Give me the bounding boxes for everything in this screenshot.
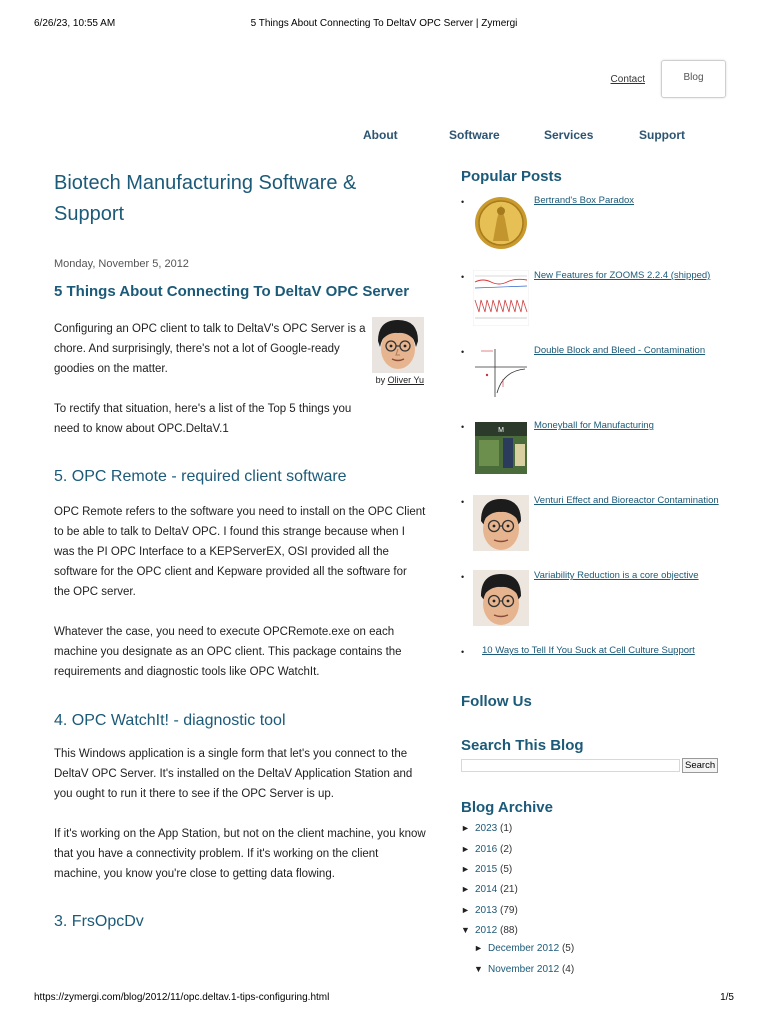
section-heading-5: 5. OPC Remote - required client software [54, 468, 347, 485]
author-link[interactable]: Oliver Yu [387, 375, 424, 385]
expand-toggle-icon[interactable]: ► [474, 943, 483, 953]
svg-text:M: M [498, 427, 504, 434]
archive-year[interactable] [461, 905, 518, 916]
search-button[interactable]: Search [682, 758, 718, 773]
popular-post-item [461, 495, 725, 555]
archive-year-link[interactable]: 2013 [475, 905, 498, 916]
follow-us-title: Follow Us [461, 693, 532, 710]
bullet-icon: • [461, 497, 465, 507]
post-intro [54, 319, 426, 439]
archive-count: (5) [500, 864, 513, 875]
popular-post-item [461, 570, 725, 630]
trend-chart-icon [473, 270, 529, 326]
expand-toggle-icon[interactable]: ► [461, 905, 470, 915]
print-url: https://zymergi.com/blog/2012/11/opc.deltav.1-tips-configuring.html [34, 992, 330, 1003]
author-face-icon [473, 495, 529, 551]
expand-toggle-icon[interactable]: ► [461, 844, 470, 854]
archive-count: (21) [500, 884, 518, 895]
nav-services[interactable]: Services [544, 128, 594, 142]
popular-post-item [461, 420, 725, 480]
bullet-icon: • [461, 197, 465, 207]
archive-year[interactable] [461, 823, 512, 834]
section5-paragraph-1: OPC Remote refers to the software you need to install on the OPC Client to be able to talk to DeltaV OPC. I found this strange because when I was the PI OPC Interface to a KEPServerEX, OSI provided all the software for the OPC client and Kepware provided all the software for the OPC server. [54, 506, 426, 598]
archive-month[interactable] [474, 943, 574, 954]
collapse-toggle-icon[interactable]: ▼ [461, 925, 470, 935]
blog-archive-title: Blog Archive [461, 799, 553, 816]
popular-post-link[interactable]: New Features for ZOOMS 2.2.4 (shipped) [534, 270, 711, 281]
expand-toggle-icon[interactable]: ► [461, 823, 470, 833]
intro-paragraph-1: Configuring an OPC client to talk to DeltaV's OPC Server is a chore. And surprisingly, there's not a lot of Google-ready goodies on the matter. [54, 323, 366, 375]
archive-count: (5) [561, 943, 575, 954]
print-page-number: 1/5 [720, 992, 734, 1003]
search-row [461, 758, 718, 773]
section-heading-4: 4. OPC WatchIt! - diagnostic tool [54, 712, 286, 729]
archive-count: (1) [500, 823, 513, 834]
archive-year[interactable] [461, 844, 512, 855]
popular-post-link[interactable]: Venturi Effect and Bioreactor Contamination [534, 495, 719, 506]
section5-paragraph-2: Whatever the case, you need to execute OPCRemote.exe on each machine you designate as an OPC client. This package contains the requirements and diagnostic tools like OPC WatchIt. [54, 626, 402, 678]
archive-year[interactable] [461, 864, 512, 875]
nav-support[interactable]: Support [639, 128, 685, 142]
bullet-icon: • [461, 347, 465, 357]
archive-count: (88) [500, 925, 518, 936]
post-title[interactable]: 5 Things About Connecting To DeltaV OPC Server [54, 283, 410, 300]
section4-paragraph-2: If it's working on the App Station, but not on the client machine, you know that you have a connectivity problem. If it's working on the client machine, you know you're close to getting data flowing. [54, 828, 426, 880]
author-face-icon [473, 570, 529, 626]
popular-post-item [461, 270, 725, 330]
author-box [368, 317, 424, 385]
author-by-label: by [375, 375, 386, 385]
archive-count: (4) [561, 964, 575, 975]
archive-count: (79) [500, 905, 518, 916]
bullet-icon: • [461, 572, 465, 582]
post-column [54, 168, 426, 931]
archive-year-link[interactable]: 2016 [475, 844, 498, 855]
bullet-icon: • [461, 272, 465, 282]
intro-paragraph-2: To rectify that situation, here's a list of the Top 5 things you need to know about OPC.DeltaV.1 [54, 403, 352, 435]
popular-post-link[interactable]: Double Block and Bleed - Contamination [534, 345, 706, 356]
archive-month-link[interactable]: December 2012 [488, 943, 560, 954]
line-diagram-icon [473, 345, 529, 401]
print-doc-title: 5 Things About Connecting To DeltaV OPC Server | Zymergi [250, 18, 518, 29]
popular-post-link[interactable]: Moneyball for Manufacturing [534, 420, 654, 431]
expand-toggle-icon[interactable]: ► [461, 864, 470, 874]
archive-month[interactable] [474, 964, 574, 975]
archive-year-link[interactable]: 2014 [475, 884, 498, 895]
archive-year-link[interactable]: 2023 [475, 823, 498, 834]
search-title: Search This Blog [461, 737, 584, 754]
archive-year[interactable] [461, 925, 518, 936]
blog-button[interactable]: Blog [661, 60, 726, 98]
bullet-icon: • [461, 422, 465, 432]
popular-post-item [461, 195, 725, 255]
popular-post-link[interactable]: Bertrand's Box Paradox [534, 195, 635, 206]
expand-toggle-icon[interactable]: ► [461, 884, 470, 894]
archive-year-link[interactable]: 2015 [475, 864, 498, 875]
archive-year[interactable] [461, 884, 518, 895]
popular-post-link[interactable]: 10 Ways to Tell If You Suck at Cell Culture Support [482, 645, 695, 656]
popular-posts-title: Popular Posts [461, 168, 562, 185]
book-cover-icon [473, 420, 529, 476]
collapse-toggle-icon[interactable]: ▼ [474, 964, 483, 974]
section-heading-3: 3. FrsOpcDv [54, 913, 144, 930]
archive-month-link[interactable]: November 2012 [488, 964, 560, 975]
search-input[interactable] [461, 759, 680, 772]
popular-post-item [461, 645, 725, 661]
popular-post-item [461, 345, 725, 405]
sidebar [461, 168, 725, 975]
popular-post-link[interactable]: Variability Reduction is a core objective [534, 570, 699, 581]
bullet-icon: • [461, 647, 465, 657]
contact-link[interactable]: Contact [610, 73, 645, 85]
nav-software[interactable]: Software [449, 128, 500, 142]
blog-title[interactable]: Biotech Manufacturing Software & Support [54, 172, 357, 225]
section4-paragraph-1: This Windows application is a single form that let's you connect to the DeltaV OPC Server. It's installed on the DeltaV Application Station and you ought to run it there to see if the OPC Server is up. [54, 748, 413, 800]
top-links [611, 60, 726, 98]
post-date: Monday, November 5, 2012 [54, 258, 189, 270]
print-datetime: 6/26/23, 10:55 AM [34, 18, 116, 29]
nav-about[interactable]: About [363, 128, 398, 142]
archive-count: (2) [500, 844, 513, 855]
author-photo-icon [372, 317, 424, 373]
archive-year-link[interactable]: 2012 [475, 925, 498, 936]
gold-coin-icon [473, 195, 529, 251]
